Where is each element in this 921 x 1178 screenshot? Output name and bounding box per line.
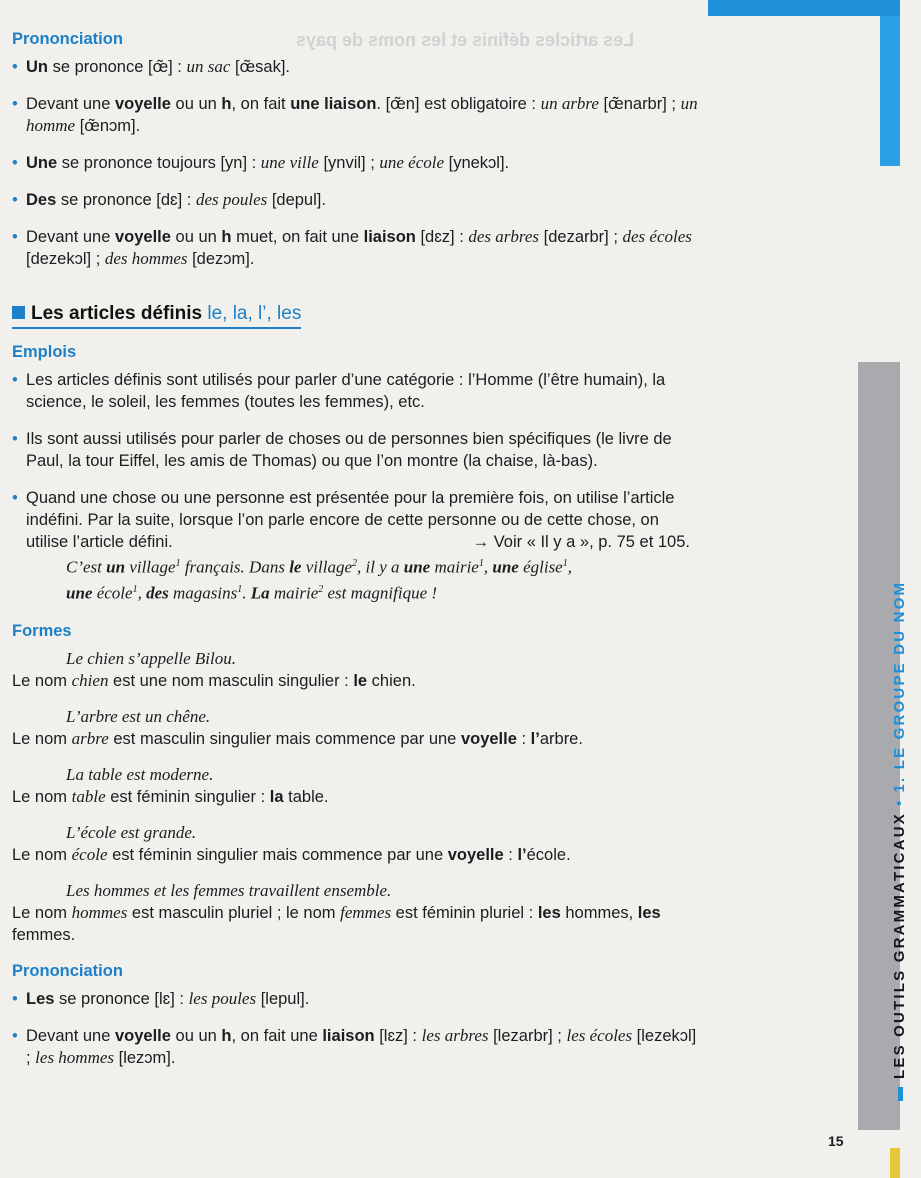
pron1-bullet-3: • Une se prononce toujours [yn] : une ville [ynvil] ; une école [ynekɔl].: [12, 152, 700, 174]
form-block-4: L’école est grande. Le nom école est féminin singulier mais commence par une voyelle : l’école.: [12, 823, 571, 865]
pron1-bullet-2: • Devant une voyelle ou un h, on fait une liaison. [œ̃n] est obligatoire : un arbre [œ̃narbr] ; un homme [œ̃nɔm].: [12, 93, 700, 137]
form-block-5: Les hommes et les femmes travaillent ensemble. Le nom hommes est masculin pluriel ; le nom femmes est féminin pluriel : les hommes, les femmes.: [12, 881, 661, 945]
main-content: [12, 28, 700, 1084]
pron1-bullet-5: • Devant une voyelle ou un h muet, on fait une liaison [dɛz] : des arbres [dezarbr] ; des écoles [dezekɔl] ; des hommes [dezɔm].: [12, 226, 700, 270]
emplois-bullet-3: • Quand une chose ou une personne est présentée pour la première fois, on utilise l’article indéfini. Par la suite, lorsque l’on parle encore de cette personne ou de cette chose, on utilise l’article défini.: [12, 487, 700, 553]
emplois-example: C’est un village$^1$ français. Dans le village$^2$, il y a une mairie$^1$, une église$^1$, une école$^1$, des magasins$^1$. La mairie$^2$ est magnifique !: [66, 557, 572, 603]
emplois-bullet-1: • Les articles définis sont utilisés pour parler d’une catégorie : l’Homme (l’être humain), la science, le soleil, les femmes (toutes les femmes), etc.: [12, 369, 700, 413]
pron1-heading: Prononciation: [12, 30, 123, 48]
page-edge: [890, 1148, 900, 1178]
pron2-bullet-2: • Devant une voyelle ou un h, on fait une liaison [lɛz] : les arbres [lezarbr] ; les écoles [lezekɔl] ; les hommes [lezɔm].: [12, 1025, 700, 1069]
top-accent-bar: [708, 0, 900, 16]
form-block-1: Le chien s’appelle Bilou. Le nom chien est une nom masculin singulier : le chien.: [12, 649, 416, 691]
tab-bar-icon: [898, 1087, 903, 1101]
emplois-heading: Emplois: [12, 343, 77, 361]
formes-heading: Formes: [12, 622, 72, 641]
form-block-2: L’arbre est un chêne. Le nom arbre est masculin singulier mais commence par une voyelle : l’arbre.: [12, 707, 583, 749]
page-number: 15: [828, 1133, 844, 1149]
form-block-3: La table est moderne. Le nom table est féminin singulier : la table.: [12, 765, 329, 807]
pron2-bullet-1: • Les se prononce [lɛ] : les poules [lepul].: [12, 988, 700, 1010]
bleed-through-title: Les articles définis et les noms de pays: [296, 30, 635, 50]
pron1-bullet-4: • Des se prononce [dɛ] : des poules [depul].: [12, 189, 700, 211]
emplois-bullet-2: • Ils sont aussi utilisés pour parler de choses ou de personnes bien spécifiques (le livre de Paul, la tour Eiffel, les amis de Thomas) ou que l’on montre (la chaise, là-bas).: [12, 428, 700, 472]
side-accent-strip: [880, 16, 900, 166]
pron1-bullet-1: • Un se prononce [œ̃] : un sac [œ̃sak].: [12, 56, 700, 78]
chapter-tab-label: LES OUTILS GRAMMATICAUX•1. LE GROUPE DU NOM: [879, 581, 921, 1101]
section-square-icon: [12, 306, 25, 319]
section-title: Les articles définis le, la, l’, les: [12, 303, 301, 329]
chapter-side-tab: [858, 362, 908, 1130]
cross-reference: → Voir « Il y a », p. 75 et 105.: [472, 533, 690, 551]
pron2-heading: Prononciation: [12, 962, 123, 981]
